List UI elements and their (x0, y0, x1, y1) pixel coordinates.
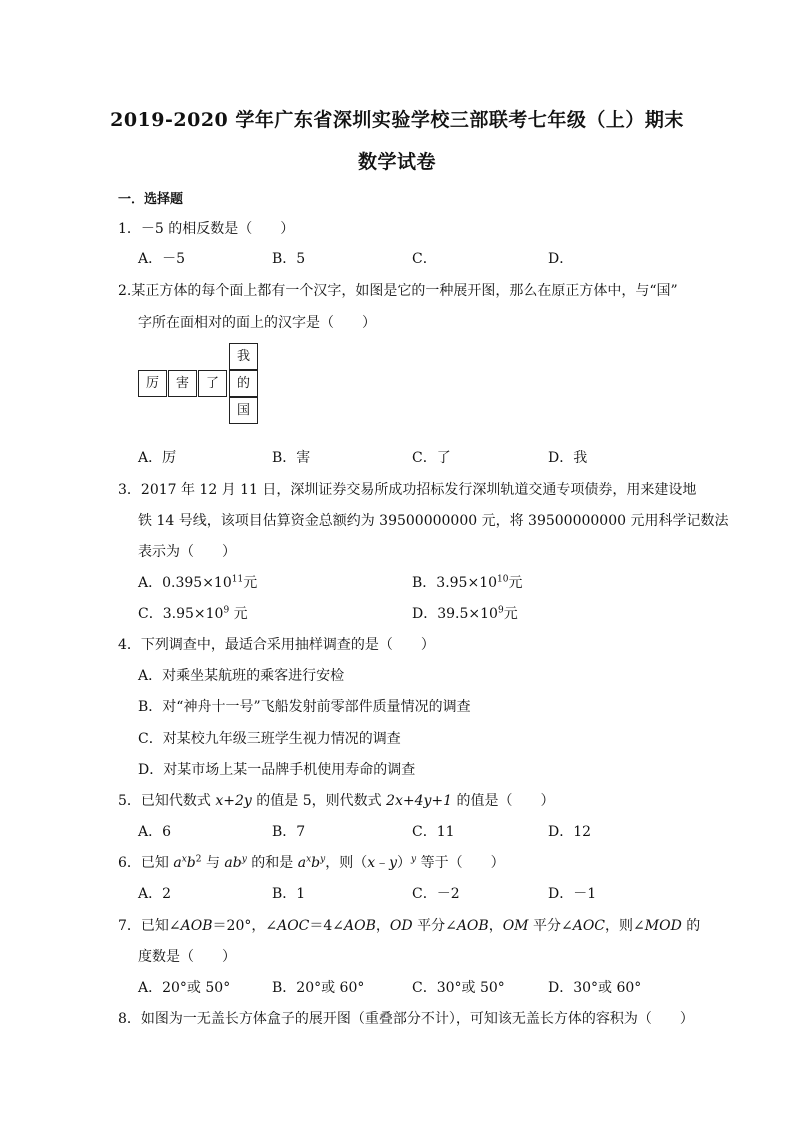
q1-option-d: D． (548, 251, 574, 267)
q3-option-d: D．$39.5\times 10^9$元 (412, 605, 518, 622)
q1-option-c: C． (412, 251, 437, 267)
q7-option-d: D．30°或 60° (548, 980, 642, 996)
net-cell: 了 (198, 370, 227, 397)
q6-option-a: A．2 (138, 886, 172, 902)
q6-option-d: D．－1 (548, 886, 597, 902)
q2-option-c: C．了 (412, 450, 451, 466)
q7-option-b: B．20°或 60° (272, 980, 365, 996)
net-cell: 害 (168, 370, 197, 397)
question-6-stem: 6．已知 $a^xb^2$ 与 $ab^y$ 的和是 $a^xb^y$，则（x﹣y）$^y$ 等于（ ） (118, 854, 505, 871)
question-3-stem-line1: 3．2017 年 12 月 11 日，深圳证券交易所成功招标发行深圳轨道交通专项债券，用来建设地 (118, 482, 697, 498)
question-2-stem-line1: 2.某正方体的每个面上都有一个汉字，如图是它的一种展开图，那么在原正方体中，与“国” (118, 283, 678, 299)
question-8-stem: 8．如图为一无盖长方体盒子的展开图（重叠部分不计），可知该无盖长方体的容积为（ ） (118, 1011, 694, 1027)
q3-option-b: B．$3.95\times 10^{10}$元 (412, 574, 523, 591)
question-4-stem: 4．下列调查中，最适合采用抽样调查的是（ ） (118, 637, 435, 653)
q4-option-a: A．对乘坐某航班的乘客进行安检 (138, 668, 345, 684)
q2-option-a: A．厉 (138, 450, 177, 466)
q2-option-b: B．害 (272, 450, 311, 466)
q7-option-c: C．30°或 50° (412, 980, 505, 996)
question-1-stem: 1．－5 的相反数是（ ） (118, 221, 295, 237)
question-7-stem-line1: 7．已知∠AOB＝20°，∠AOC＝4∠AOB，OD 平分∠AOB，OM 平分∠AOC，则∠MOD 的 (118, 918, 701, 934)
q3-option-c: C．$3.95\times 10^9$ 元 (138, 605, 248, 622)
q6-option-b: B．1 (272, 886, 306, 902)
exam-title-line1: 2019-2020 学年广东省深圳实验学校三部联考七年级（上）期末 (110, 109, 684, 131)
question-3-stem-line3: 表示为（ ） (138, 544, 236, 560)
net-cell: 的 (229, 370, 258, 397)
question-3-stem-line2: 铁 14 号线，该项目估算资金总额约为 39500000000 元，将 39500000000 元用科学记数法 (138, 513, 729, 529)
question-2-stem-line2: 字所在面相对的面上的汉字是（ ） (138, 315, 376, 331)
section-heading: 一．选择题 (118, 192, 184, 207)
q7-option-a: A．20°或 50° (138, 980, 231, 996)
net-cell: 我 (229, 343, 258, 370)
q4-option-d: D．对某市场上某一品牌手机使用寿命的调查 (138, 762, 416, 778)
q5-option-a: A．6 (138, 824, 172, 840)
q4-option-b: B．对“神舟十一号”飞船发射前零部件质量情况的调查 (138, 699, 471, 715)
net-cell: 国 (229, 397, 258, 424)
q1-option-b: B．5 (272, 251, 306, 267)
q5-option-b: B．7 (272, 824, 306, 840)
q3-option-a: A．$0.395\times 10^{11}$元 (138, 574, 258, 591)
cube-net-diagram (138, 343, 258, 427)
question-7-stem-line2: 度数是（ ） (138, 949, 236, 965)
q1-option-a: A．－5 (138, 251, 186, 267)
q4-option-c: C．对某校九年级三班学生视力情况的调查 (138, 731, 401, 747)
q5-option-c: C．11 (412, 824, 455, 840)
q2-option-d: D．我 (548, 450, 588, 466)
q6-option-c: C．－2 (412, 886, 460, 902)
net-cell: 厉 (138, 370, 167, 397)
q5-option-d: D．12 (548, 824, 592, 840)
question-5-stem: 5．已知代数式 x+2y 的值是 5，则代数式 2x+4y+1 的值是（ ） (118, 793, 555, 809)
exam-title-line2: 数学试卷 (357, 151, 436, 173)
